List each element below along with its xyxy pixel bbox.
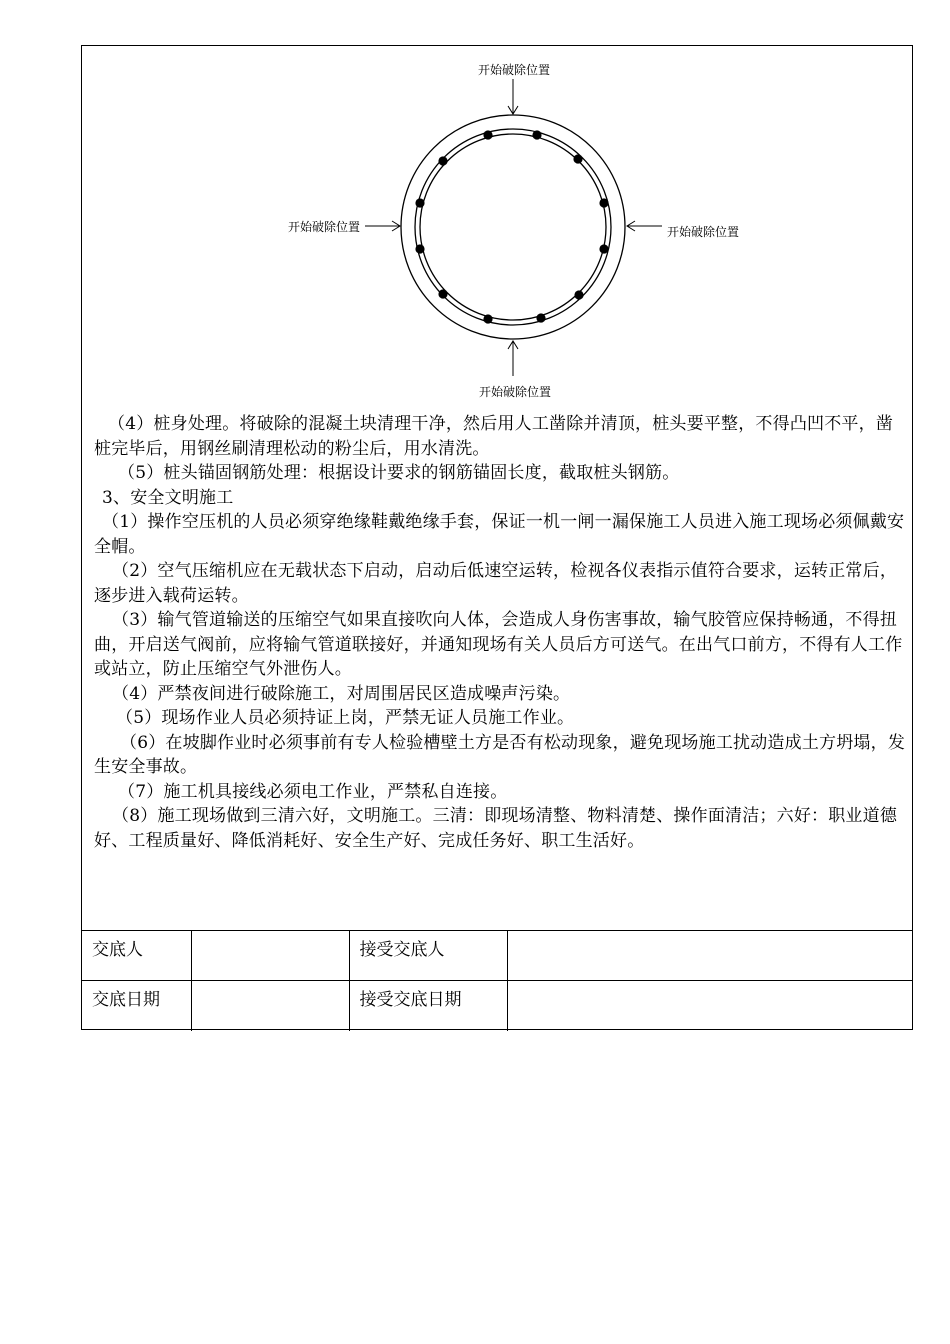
pile-diagram-svg: [82, 46, 914, 406]
handover-date-label: 交底日期: [82, 981, 191, 1031]
paragraph-safety-5: （5）现场作业人员必须持证上岗，严禁无证人员施工作业。: [116, 708, 575, 728]
pile-outer-circle: [401, 115, 625, 339]
signature-row-date: [82, 981, 912, 1031]
paragraph-pile-body: （4）桩身处理。将破除的混凝土块清理干净，然后用人工凿除并清顶，桩头要平整，不得凸凹不平，凿桩完毕后，用钢丝刷清理松动的粉尘后，用水清洗。: [94, 414, 894, 459]
paragraph-safety-4: （4）严禁夜间进行破除施工，对周围居民区造成噪声污染。: [112, 683, 571, 704]
rebar-dot: [438, 156, 447, 165]
paragraph-safety-2: （2）空气压缩机应在无载状态下启动，启动后低速空运转，检视各仪表指示值符合要求，运转正常后，逐步进入载荷运转。: [94, 561, 898, 606]
label-bottom: 开始破除位置: [479, 385, 552, 399]
rebar-dot: [415, 198, 424, 207]
handover-person-value[interactable]: [191, 931, 349, 981]
receive-date-value[interactable]: [507, 981, 912, 1031]
paragraph-safety-1: （1）操作空压机的人员必须穿绝缘鞋戴绝缘手套，保证一机一闸一漏保施工人员进入施工现场必须佩戴安全帽。: [94, 512, 905, 557]
handover-date-value[interactable]: [191, 981, 349, 1031]
handover-person-label: 交底人: [82, 931, 191, 981]
paragraph-safety-7: （7）施工机具接线必须电工作业，严禁私自连接。: [118, 781, 508, 802]
document-body: [94, 412, 908, 853]
rebar-dot: [483, 130, 492, 139]
rebar-dot: [573, 154, 582, 163]
receiver-label: 接受交底人: [349, 931, 507, 981]
receive-date-label: 接受交底日期: [349, 981, 507, 1031]
rebar-dot: [599, 244, 608, 253]
rebar-dots: [415, 130, 608, 323]
rebar-dot: [574, 290, 583, 299]
paragraph-safety-8: （8）施工现场做到三清六好，文明施工。三清：即现场清整、物料清楚、操作面清洁；六好：职业道德好、工程质量好、降低消耗好、安全生产好、完成任务好、职工生活好。: [94, 806, 898, 851]
rebar-dot: [415, 244, 424, 253]
pile-cross-section-diagram: [82, 46, 914, 406]
rebar-dot: [536, 313, 545, 322]
paragraph-anchor-rebar: （5）桩头锚固钢筋处理：根据设计要求的钢筋锚固长度，截取桩头钢筋。: [118, 463, 680, 483]
paragraph-safety-3: （3）输气管道输送的压缩空气如果直接吹向人体，会造成人身伤害事故，输气胶管应保持畅通，不得扭曲，开启送气阀前，应将输气管道联接好，并通知现场有关人员后方可送气。在出气口前方，不得有人工作或站立，防止压缩空气外泄伤人。: [94, 610, 903, 679]
document-frame: [81, 45, 913, 1030]
label-top: 开始破除位置: [478, 63, 551, 77]
signature-table: [82, 930, 912, 1031]
receiver-value[interactable]: [507, 931, 912, 981]
rebar-dot: [532, 130, 541, 139]
paragraph-safety-6: （6）在坡脚作业时必须事前有专人检验槽壁土方是否有松动现象，避免现场施工扰动造成土方坍塌，发生安全事故。: [94, 732, 906, 777]
label-right: 开始破除位置: [667, 225, 740, 239]
rebar-dot: [599, 198, 608, 207]
section-heading-safety: 3、安全文明施工: [102, 487, 234, 508]
signature-row-person: [82, 931, 912, 981]
rebar-dot: [483, 314, 492, 323]
rebar-dot: [438, 289, 447, 298]
label-left: 开始破除位置: [288, 220, 361, 234]
